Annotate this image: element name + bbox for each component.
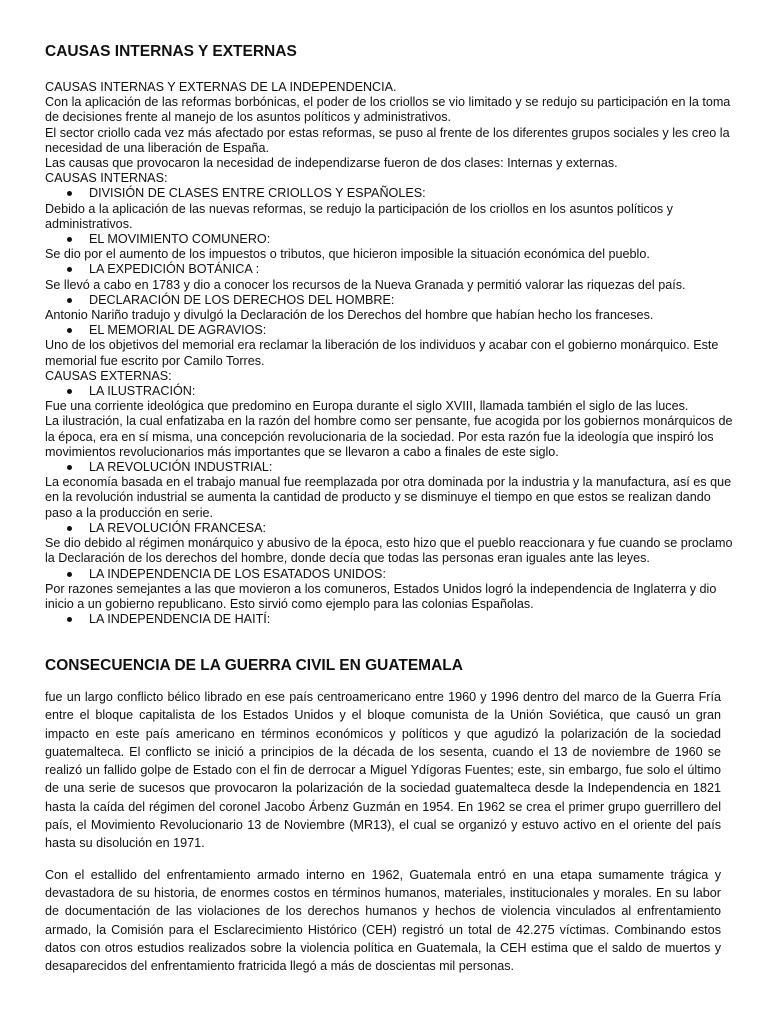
text-line: La ilustración, la cual enfatizaba en la razón del hombre como ser pensante, fue acogida por los gobiernos monárquicos de la época, era en sí misma, una concepción revolucionaria de la sociedad. Por esta razón fue la ideología que inspiró los movimientos revolucionarios más importantes que se llevaron a cabo a finales de este siglo. <box>45 414 733 459</box>
text-line: Se dio por el aumento de los impuestos o tributos, que hicieron imposible la situación económica del pueblo. <box>45 247 650 262</box>
section-body-guatemala <box>45 688 721 988</box>
bullet-dot-icon <box>67 617 72 622</box>
bullet-dot-icon <box>67 328 72 333</box>
bullet-item <box>45 612 735 627</box>
text-line: Se dio debido al régimen monárquico y abusivo de la época, esto hizo que el pueblo reaccionara y fue cuando se proclamo la Declaración de los derechos del hombre, donde decía que todas las personas eran iguales ante las leyes. <box>45 536 733 566</box>
text-line: El sector criollo cada vez más afectado por estas reformas, se puso al frente de los diferentes grupos sociales y les creo la necesidad de una liberación de España. <box>45 125 730 155</box>
bullet-label: LA INDEPENDENCIA DE LOS ESATADOS UNIDOS: <box>89 566 386 581</box>
text-line: Antonio Nariño tradujo y divulgó la Declaración de los Derechos del hombre que habían hecho los franceses. <box>45 308 654 323</box>
bullet-label: EL MOVIMIENTO COMUNERO: <box>89 232 271 247</box>
bullet-dot-icon <box>67 465 72 470</box>
bullet-item <box>45 293 735 308</box>
text-line: CAUSAS INTERNAS: <box>45 171 168 186</box>
bullet-dot-icon <box>67 237 72 242</box>
text-line: Se llevó a cabo en 1783 y dio a conocer los recursos de la Nueva Granada y permitió valorar las riquezas del país. <box>45 277 686 292</box>
bullet-item <box>45 384 735 399</box>
paragraph: fue un largo conflicto bélico librado en ese país centroamericano entre 1960 y 1996 dentro del marco de la Guerra Fría entre el bloque capitalista de los Estados Unidos y el bloque comunista de la Unión Soviética, que causó un gran impacto en este país americano en términos económicos y políticos y que agudizó la polarización de la sociedad guatemalteca. El conflicto se inició a principios de la década de los sesenta, cuando el 13 de noviembre de 1960 se realizó un fallido golpe de Estado con el fin de derrocar a Miguel Ydígoras Fuentes; este, sin embargo, fue solo el último de una serie de sucesos que provocaron la polarización de la sociedad guatemalteca desde la Independencia en 1821 hasta la caída del régimen del coronel Jacobo Árbenz Guzmán en 1954. En 1962 se crea el primer grupo guerrillero del país, el Movimiento Revolucionario 13 de Noviembre (MR13), el cual se organizó y estuvo activo en el oriente del país hasta su disolución en 1971. <box>45 690 721 851</box>
bullet-label: EL MEMORIAL DE AGRAVIOS: <box>89 323 267 338</box>
paragraph: Con el estallido del enfrentamiento armado interno en 1962, Guatemala entró en una etapa sumamente trágica y devastadora de su historia, de enormes costos en términos humanos, materiales, institucionales y morales. En su labor de documentación de las violaciones de los derechos humanos y hechos de violencia vinculados al enfrentamiento armado, la Comisión para el Esclarecimiento Histórico (CEH) registró un total de 42.275 víctimas. Combinando estos datos con otros estudios realizados sobre la violencia política en Guatemala, la CEH estima que el saldo de muertos y desaparecidos del enfrentamiento fratricida llegó a más de doscientas mil personas. <box>45 867 721 974</box>
text-line: Debido a la aplicación de las nuevas reformas, se redujo la participación de los criollos en los asuntos políticos y administrativos. <box>45 201 673 231</box>
bullet-item <box>45 567 735 582</box>
section-title-guatemala: CONSECUENCIA DE LA GUERRA CIVIL EN GUATEMALA <box>45 657 463 674</box>
text-line: Las causas que provocaron la necesidad de independizarse fueron de dos clases: Internas y externas. <box>45 156 618 171</box>
bullet-item <box>45 232 735 247</box>
text-line: Por razones semejantes a las que movieron a los comuneros, Estados Unidos logró la independencia de Inglaterra y dio inicio a un gobierno republicano. Esto sirvió como ejemplo para las colonias Españolas. <box>45 581 717 611</box>
bullet-item <box>45 186 735 201</box>
bullet-dot-icon <box>67 389 72 394</box>
bullet-label: LA EXPEDICIÓN BOTÁNICA : <box>89 262 260 277</box>
text-line: CAUSAS EXTERNAS: <box>45 368 172 383</box>
section-body-causas <box>45 80 735 627</box>
text-line: La economía basada en el trabajo manual fue reemplazada por otra dominada por la industria y la manufactura, así es que en la revolución industrial se aumenta la cantidad de producto y se disminuye el tiempo en que estos se realizan dando paso a la producción en serie. <box>45 475 732 520</box>
text-line: Fue una corriente ideológica que predomino en Europa durante el siglo XVIII, llamada también el siglo de las luces. <box>45 399 689 414</box>
bullet-item <box>45 460 735 475</box>
bullet-item <box>45 262 735 277</box>
bullet-dot-icon <box>67 298 72 303</box>
bullet-item <box>45 323 735 338</box>
text-line: Con la aplicación de las reformas borbónicas, el poder de los criollos se vio limitado y se redujo su participación en la toma de decisiones frente al manejo de los asuntos políticos y administrativos. <box>45 95 731 125</box>
bullet-label: LA INDEPENDENCIA DE HAITÍ: <box>89 612 271 627</box>
bullet-dot-icon <box>67 267 72 272</box>
bullet-dot-icon <box>67 526 72 531</box>
bullet-label: LA ILUSTRACIÓN: <box>89 384 196 399</box>
text-line: CAUSAS INTERNAS Y EXTERNAS DE LA INDEPENDENCIA. <box>45 80 397 94</box>
bullet-dot-icon <box>67 191 72 196</box>
bullet-item <box>45 521 735 536</box>
bullet-dot-icon <box>67 572 72 577</box>
bullet-label: LA REVOLUCIÓN FRANCESA: <box>89 520 267 535</box>
text-line: Uno de los objetivos del memorial era reclamar la liberación de los individuos y acabar con el gobierno monárquico. Este memorial fue escrito por Camilo Torres. <box>45 338 719 368</box>
bullet-label: DECLARACIÓN DE LOS DERECHOS DEL HOMBRE: <box>89 292 395 307</box>
bullet-label: DIVISIÓN DE CLASES ENTRE CRIOLLOS Y ESPAÑOLES: <box>89 186 426 201</box>
section-title-causas: CAUSAS INTERNAS Y EXTERNAS <box>45 43 297 60</box>
bullet-label: LA REVOLUCIÓN INDUSTRIAL: <box>89 460 273 475</box>
